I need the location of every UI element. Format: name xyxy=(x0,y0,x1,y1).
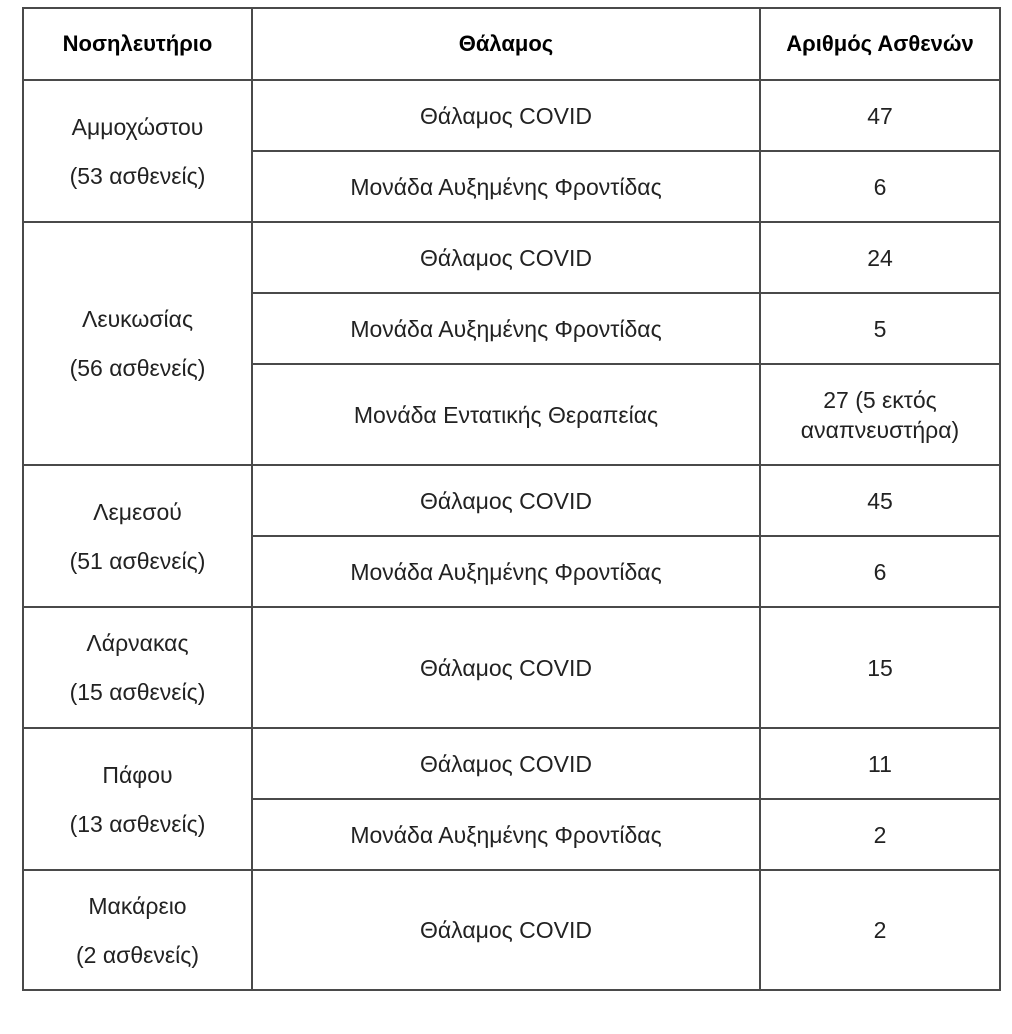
ward-cell: Θάλαμος COVID xyxy=(252,465,760,536)
ward-cell: Μονάδα Αυξημένης Φροντίδας xyxy=(252,293,760,364)
hospital-patient-total: (51 ασθενείς) xyxy=(69,547,206,574)
ward-cell: Μονάδα Αυξημένης Φροντίδας xyxy=(252,151,760,222)
ward-cell: Θάλαμος COVID xyxy=(252,222,760,293)
hospital-name: Μακάρειο xyxy=(88,892,187,919)
ward-cell: Μονάδα Αυξημένης Φροντίδας xyxy=(252,536,760,607)
count-cell: 6 xyxy=(760,151,1000,222)
count-cell: 6 xyxy=(760,536,1000,607)
count-cell: 5 xyxy=(760,293,1000,364)
hospital-name: Αμμοχώστου xyxy=(71,113,204,140)
table-row xyxy=(23,870,1000,990)
ward-cell: Μονάδα Εντατικής Θεραπείας xyxy=(252,364,760,465)
hospital-cell xyxy=(23,222,252,465)
hospital-cell xyxy=(23,80,252,222)
ward-cell: Θάλαμος COVID xyxy=(252,80,760,151)
hospital-patient-total: (13 ασθενείς) xyxy=(69,810,206,837)
count-cell: 11 xyxy=(760,728,1000,799)
hospital-name: Λεμεσού xyxy=(93,498,182,525)
hospital-cell xyxy=(23,870,252,990)
count-cell: 15 xyxy=(760,607,1000,728)
hospital-patient-total: (53 ασθενείς) xyxy=(69,162,206,189)
table-header-row xyxy=(23,8,1000,80)
hospital-patient-total: (2 ασθενείς) xyxy=(76,941,199,968)
header-ward: Θάλαμος xyxy=(252,8,760,80)
header-patient-count: Αριθμός Ασθενών xyxy=(760,8,1000,80)
count-cell: 2 xyxy=(760,799,1000,870)
ward-cell: Θάλαμος COVID xyxy=(252,607,760,728)
count-cell: 47 xyxy=(760,80,1000,151)
count-cell: 24 xyxy=(760,222,1000,293)
ward-cell: Θάλαμος COVID xyxy=(252,728,760,799)
header-hospital: Νοσηλευτήριο xyxy=(23,8,252,80)
hospital-name: Πάφου xyxy=(102,761,173,788)
count-cell: 2 xyxy=(760,870,1000,990)
table-row xyxy=(23,222,1000,293)
hospital-cell xyxy=(23,465,252,607)
table-row xyxy=(23,728,1000,799)
hospital-name: Λευκωσίας xyxy=(81,306,194,332)
hospital-patients-table xyxy=(22,7,1001,991)
table-row xyxy=(23,465,1000,536)
count-cell: 45 xyxy=(760,465,1000,536)
count-cell: 27 (5 εκτός αναπνευστήρα) xyxy=(760,364,1000,465)
ward-cell: Μονάδα Αυξημένης Φροντίδας xyxy=(252,799,760,870)
hospital-name: Λάρνακας xyxy=(86,630,189,656)
ward-cell: Θάλαμος COVID xyxy=(252,870,760,990)
hospital-cell xyxy=(23,728,252,870)
table-row xyxy=(23,80,1000,151)
hospital-patient-total: (56 ασθενείς) xyxy=(69,355,206,381)
table-row xyxy=(23,607,1000,728)
hospital-cell xyxy=(23,607,252,728)
hospital-patient-total: (15 ασθενείς) xyxy=(69,679,206,705)
